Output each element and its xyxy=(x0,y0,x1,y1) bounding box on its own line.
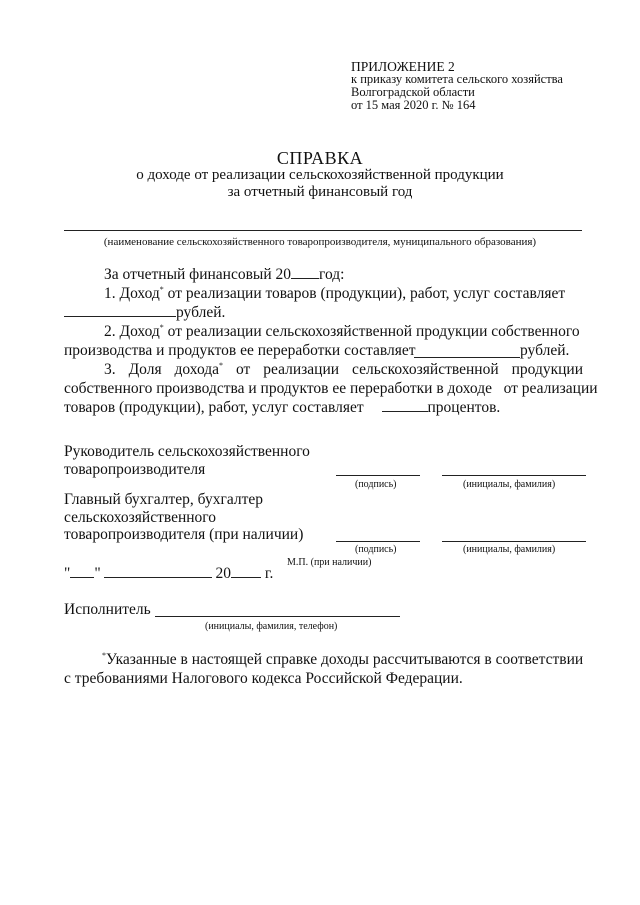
accountant-signature-caption: (подпись) xyxy=(355,544,397,555)
appendix-line-1: к приказу комитета сельского хозяйства xyxy=(351,72,563,86)
reporting-year-label: За отчетный финансовый 20 xyxy=(104,266,292,283)
accountant-signature-field[interactable] xyxy=(336,541,420,542)
head-name-caption: (инициалы, фамилия) xyxy=(463,479,556,490)
item-2-line xyxy=(104,323,580,341)
accountant-name-field[interactable] xyxy=(442,541,586,542)
document-title: СПРАВКА xyxy=(276,148,364,168)
item-1-text: от реализации товаров (продукции), работ, услуг составляет xyxy=(163,285,566,302)
revenue-share-field[interactable] xyxy=(382,411,428,412)
item-3-word: реализации xyxy=(263,361,340,378)
date-quote-open: " xyxy=(64,565,71,582)
item-2-unit: рублей. xyxy=(520,342,570,359)
revenue-total-field[interactable] xyxy=(64,316,176,317)
item-3-number: 3. xyxy=(104,361,116,378)
item-1-value-line xyxy=(64,304,225,322)
item-3-value-line xyxy=(64,399,500,417)
head-signature-caption: (подпись) xyxy=(355,479,397,490)
accountant-title-3: товаропроизводителя (при наличии) xyxy=(64,526,304,543)
item-3-text-3: товаров (продукции), работ, услуг составляет xyxy=(64,399,364,416)
date-year-suffix: г. xyxy=(264,565,274,582)
accountant-name-caption: (инициалы, фамилия) xyxy=(463,544,556,555)
item-2-text-2: производства и продуктов ее переработки составляет xyxy=(64,342,416,359)
item-3-word: Доля xyxy=(128,361,162,378)
footnote-text-1: Указанные в настоящей справке доходы рассчитываются в соответствии xyxy=(106,651,584,668)
appendix-title: ПРИЛОЖЕНИЕ 2 xyxy=(351,59,455,74)
item-3-word: от xyxy=(236,361,251,378)
item-3-word: сельскохозяйственной xyxy=(352,361,499,378)
item-1-label: 1. Доход xyxy=(104,285,160,302)
item-1-line xyxy=(104,285,565,303)
item-3-word: продукции xyxy=(511,361,583,378)
footnote-star: * xyxy=(159,285,164,294)
date-month-field[interactable] xyxy=(104,577,212,578)
footnote-star: * xyxy=(159,323,164,332)
document-subtitle-2: за отчетный финансовый год xyxy=(227,184,413,200)
document-subtitle-1: о доходе от реализации сельскохозяйственной продукции xyxy=(136,167,504,183)
item-3-unit: процентов. xyxy=(427,399,501,416)
appendix-line-3: от 15 мая 2020 г. № 164 xyxy=(351,98,476,112)
head-title-2: товаропроизводителя xyxy=(64,461,206,478)
reporting-year-line xyxy=(104,266,344,284)
date-year-field[interactable] xyxy=(231,577,261,578)
item-3-line xyxy=(104,361,583,379)
item-2-label: 2. Доход xyxy=(104,323,160,340)
footnote-mark: * xyxy=(102,651,106,660)
item-1-unit: рублей. xyxy=(176,304,226,321)
footnote-line-1 xyxy=(102,651,583,669)
producer-name-field[interactable] xyxy=(64,230,582,231)
footnote-star: * xyxy=(219,361,224,370)
agri-revenue-field[interactable] xyxy=(414,357,520,358)
footnote-line-2: с требованиями Налогового кодекса Российской Федерации. xyxy=(64,670,463,687)
item-3-text-2: собственного производства и продуктов ее переработки в доходе от реализации xyxy=(64,380,598,397)
date-day-field[interactable] xyxy=(70,577,94,578)
item-2-text: от реализации сельскохозяйственной продукции собственного xyxy=(163,323,580,340)
accountant-title-1: Главный бухгалтер, бухгалтер xyxy=(64,491,263,508)
date-line xyxy=(64,565,273,583)
producer-name-caption: (наименование сельскохозяйственного товаропроизводителя, муниципального образования) xyxy=(103,236,537,248)
item-3-word: дохода xyxy=(174,361,220,378)
appendix-block xyxy=(351,60,563,112)
head-title-1: Руководитель сельскохозяйственного xyxy=(64,443,310,460)
accountant-title-2: сельскохозяйственного xyxy=(64,509,217,526)
appendix-line-2: Волгоградской области xyxy=(351,85,475,99)
item-2-value-line xyxy=(64,342,415,360)
stamp-caption: М.П. (при наличии) xyxy=(287,557,372,568)
reporting-year-field[interactable] xyxy=(291,278,319,279)
head-signature-field[interactable] xyxy=(336,475,420,476)
executor-field[interactable] xyxy=(155,616,400,617)
reporting-year-suffix: год: xyxy=(319,266,345,283)
date-quote-close: " xyxy=(94,565,101,582)
executor-caption: (инициалы, фамилия, телефон) xyxy=(205,621,338,632)
date-year-prefix: 20 xyxy=(215,565,232,582)
executor-label: Исполнитель xyxy=(64,601,151,618)
head-name-field[interactable] xyxy=(442,475,586,476)
